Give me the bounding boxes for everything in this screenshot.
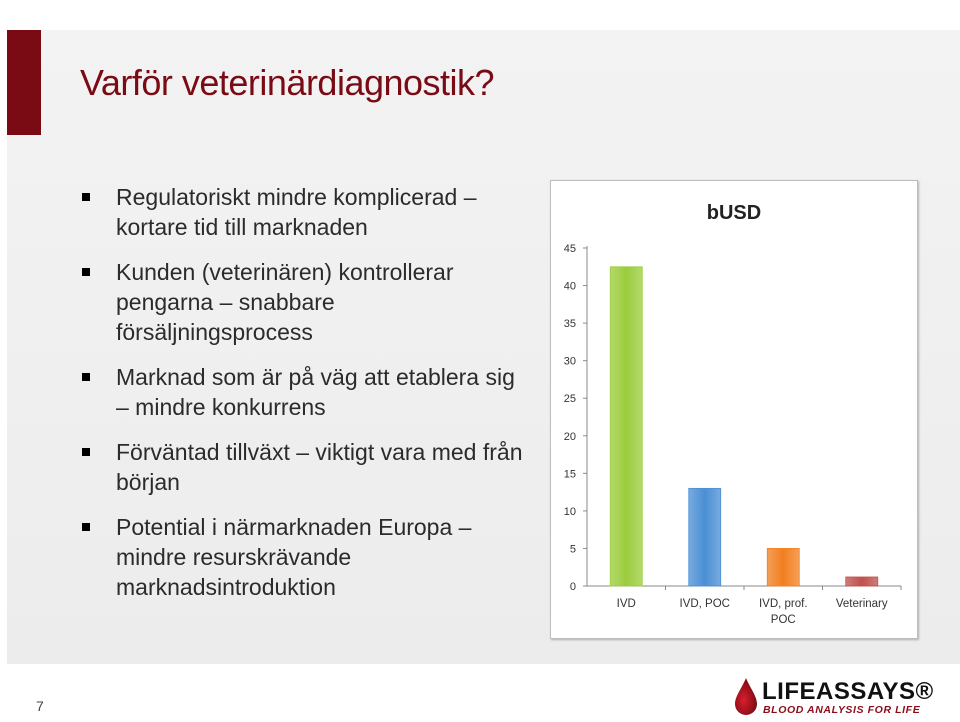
- page-number: 7: [36, 698, 44, 714]
- square-bullet-icon: [82, 448, 90, 456]
- x-tick-label: Veterinary: [835, 598, 888, 610]
- title-accent-bar: [7, 30, 41, 135]
- lifeassays-logo: [732, 676, 952, 720]
- bullet-item: [80, 257, 530, 347]
- y-tick-label: 25: [563, 393, 576, 406]
- bullet-text: Kunden (veterinären) kontrollerar pengarna – snabbare försäljningsprocess: [116, 259, 454, 345]
- blood-drop-icon: [732, 676, 760, 718]
- bullet-item: [80, 362, 530, 422]
- chart-title: bUSD: [706, 202, 762, 224]
- x-tick-label: POC: [770, 614, 796, 626]
- square-bullet-icon: [82, 373, 90, 381]
- bullet-text: Marknad som är på väg att etablera sig – mindre konkurrens: [116, 364, 515, 420]
- bar-chart-frame: [550, 180, 918, 639]
- x-tick-label: IVD, POC: [679, 598, 730, 610]
- square-bullet-icon: [82, 193, 90, 201]
- bullet-text: Regulatoriskt mindre komplicerad – kortare tid till marknaden: [116, 184, 477, 240]
- x-tick-label: IVD, prof.: [758, 598, 808, 610]
- x-tick-label: IVD: [616, 598, 636, 610]
- y-tick-label: 5: [569, 543, 576, 556]
- y-tick-label: 40: [563, 280, 576, 293]
- bullet-item: [80, 182, 530, 242]
- bar: [767, 548, 799, 586]
- bar: [610, 267, 642, 586]
- square-bullet-icon: [82, 268, 90, 276]
- bar: [846, 577, 878, 586]
- slide-title: Varför veterinärdiagnostik?: [80, 62, 495, 103]
- bullet-text: Potential i närmarknaden Europa – mindre resurskrävande marknadsintroduktion: [116, 514, 472, 600]
- square-bullet-icon: [82, 523, 90, 531]
- y-tick-label: 35: [563, 318, 576, 331]
- bullet-item: [80, 437, 530, 497]
- bullet-item: [80, 512, 530, 602]
- bar: [689, 488, 721, 586]
- y-tick-label: 0: [569, 581, 576, 593]
- y-tick-label: 15: [563, 468, 576, 481]
- logo-name: LIFEASSAYS®: [762, 678, 934, 705]
- y-tick-label: 20: [563, 430, 576, 443]
- logo-tagline: BLOOD ANALYSIS FOR LIFE: [763, 704, 921, 716]
- bullet-text: Förväntad tillväxt – viktigt vara med från början: [116, 439, 523, 495]
- y-tick-label: 30: [563, 355, 576, 368]
- y-tick-label: 45: [563, 243, 576, 255]
- bullet-list: [80, 182, 530, 617]
- y-tick-label: 10: [563, 505, 576, 518]
- bar-chart: [551, 181, 917, 638]
